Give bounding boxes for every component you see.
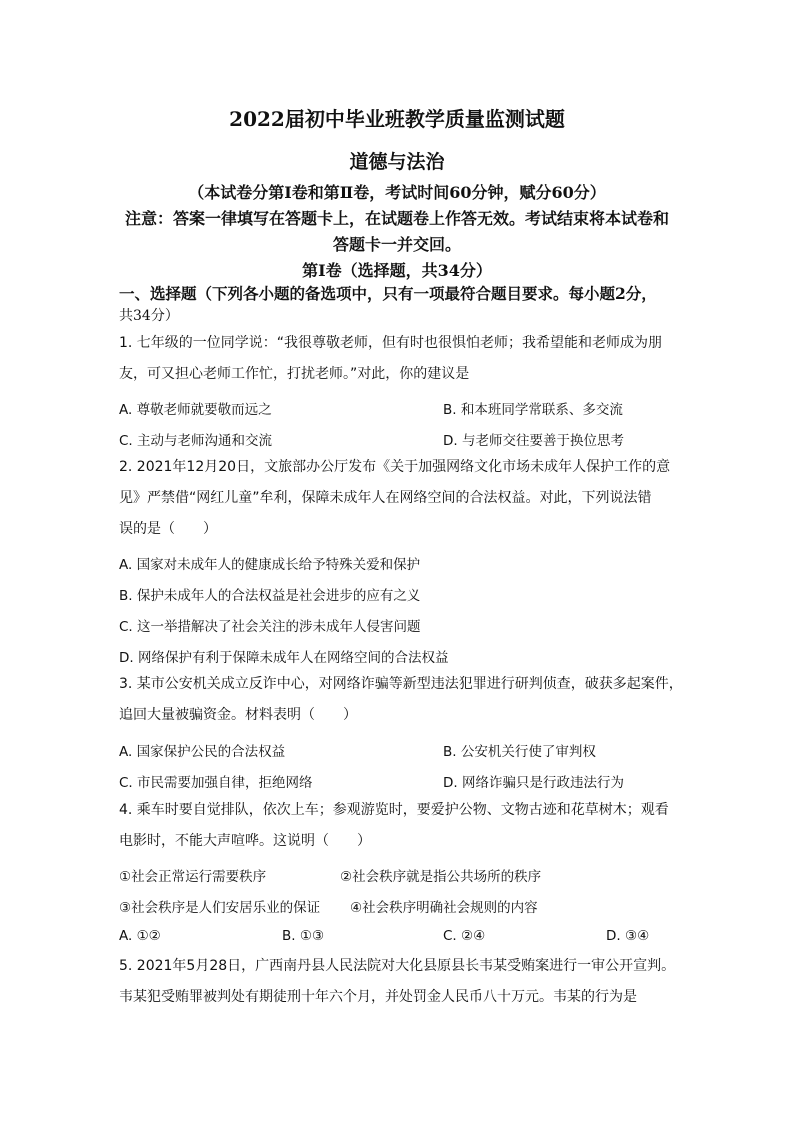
q3-option-b: B. 公安机关行使了审判权 (443, 744, 596, 760)
q2-option-b: B. 保护未成年人的合法权益是社会进步的应有之义 (119, 588, 421, 604)
q3-stem-line2: 追回大量被骗资金。材料表明（ ） (119, 707, 357, 723)
q4-option-c: C. ②④ (443, 928, 486, 944)
q4-option-b: B. ①③ (282, 928, 325, 944)
q4-statement-2: ②社会秩序就是指公共场所的秩序 (340, 869, 542, 885)
q2-stem-line1: 2. 2021年12月20日，文旅部办公厅发布《关于加强网络文化市场未成年人保护工作的意 (119, 459, 671, 475)
q1-option-c: C. 主动与老师沟通和交流 (119, 433, 273, 449)
exam-title: 2022届初中毕业班教学质量监测试题 (229, 107, 565, 131)
q1-option-a: A. 尊敬老师就要敬而远之 (119, 402, 272, 418)
exam-info: （本试卷分第Ⅰ卷和第Ⅱ卷，考试时间60分钟，赋分60分） (188, 183, 606, 202)
q3-option-d: D. 网络诈骗只是行政违法行为 (443, 775, 624, 791)
notice-line-1: 注意：答案一律填写在答题卡上，在试题卷上作答无效。考试结束将本试卷和 (124, 209, 669, 228)
q2-option-a: A. 国家对未成年人的健康成长给予特殊关爱和保护 (119, 557, 421, 573)
q5-stem-line2: 韦某犯受贿罪被判处有期徒刑十年六个月，并处罚金人民币八十万元。韦某的行为是 (119, 989, 637, 1005)
section1-heading-line1: 一、选择题（下列各小题的备选项中，只有一项最符合题目要求。每小题2分， (119, 284, 657, 303)
q1-stem-line2: 友，可又担心老师工作忙，打扰老师。”对此，你的建议是 (119, 366, 470, 382)
q4-stem-line2: 电影时，不能大声喧哗。这说明（ ） (119, 833, 371, 849)
q2-stem-line3: 误的是（ ） (119, 521, 217, 537)
q2-option-c: C. 这一举措解决了社会关注的涉未成年人侵害问题 (119, 619, 421, 635)
q4-option-a: A. ①② (119, 928, 161, 944)
q3-option-a: A. 国家保护公民的合法权益 (119, 744, 286, 760)
q4-statement-4: ④社会秩序明确社会规则的内容 (350, 900, 538, 916)
q1-option-d: D. 与老师交往要善于换位思考 (443, 433, 624, 449)
subject-title: 道德与法治 (349, 151, 445, 173)
q4-statement-1: ①社会正常运行需要秩序 (119, 869, 267, 885)
q3-stem-line1: 3. 某市公安机关成立反诈中心，对网络诈骗等新型违法犯罪进行研判侦查，破获多起案件， (119, 676, 683, 692)
q5-stem-line1: 5. 2021年5月28日，广西南丹县人民法院对大化县原县长韦某受贿案进行一审公开宣判。 (119, 958, 676, 974)
q1-stem-line1: 1. 七年级的一位同学说：“我很尊敬老师，但有时也很惧怕老师；我希望能和老师成为朋 (119, 335, 663, 351)
q4-statement-3: ③社会秩序是人们安居乐业的保证 (119, 900, 321, 916)
q3-option-c: C. 市民需要加强自律，拒绝网络 (119, 775, 313, 791)
q2-option-d: D. 网络保护有利于保障未成年人在网络空间的合法权益 (119, 650, 449, 666)
q4-stem-line1: 4. 乘车时要自觉排队，依次上车；参观游览时，要爱护公物、文物古迹和花草树木；观看 (119, 802, 669, 818)
notice-line-2: 答题卡一并交回。 (332, 235, 461, 254)
part1-heading: 第Ⅰ卷（选择题，共34分） (302, 261, 492, 280)
section1-heading-line2: 共34分） (119, 308, 179, 324)
q1-option-b: B. 和本班同学常联系、多交流 (443, 402, 623, 418)
q4-option-d: D. ③④ (606, 928, 650, 944)
q2-stem-line2: 见》严禁借“网红儿童”牟利，保障未成年人在网络空间的合法权益。对此，下列说法错 (119, 490, 652, 506)
